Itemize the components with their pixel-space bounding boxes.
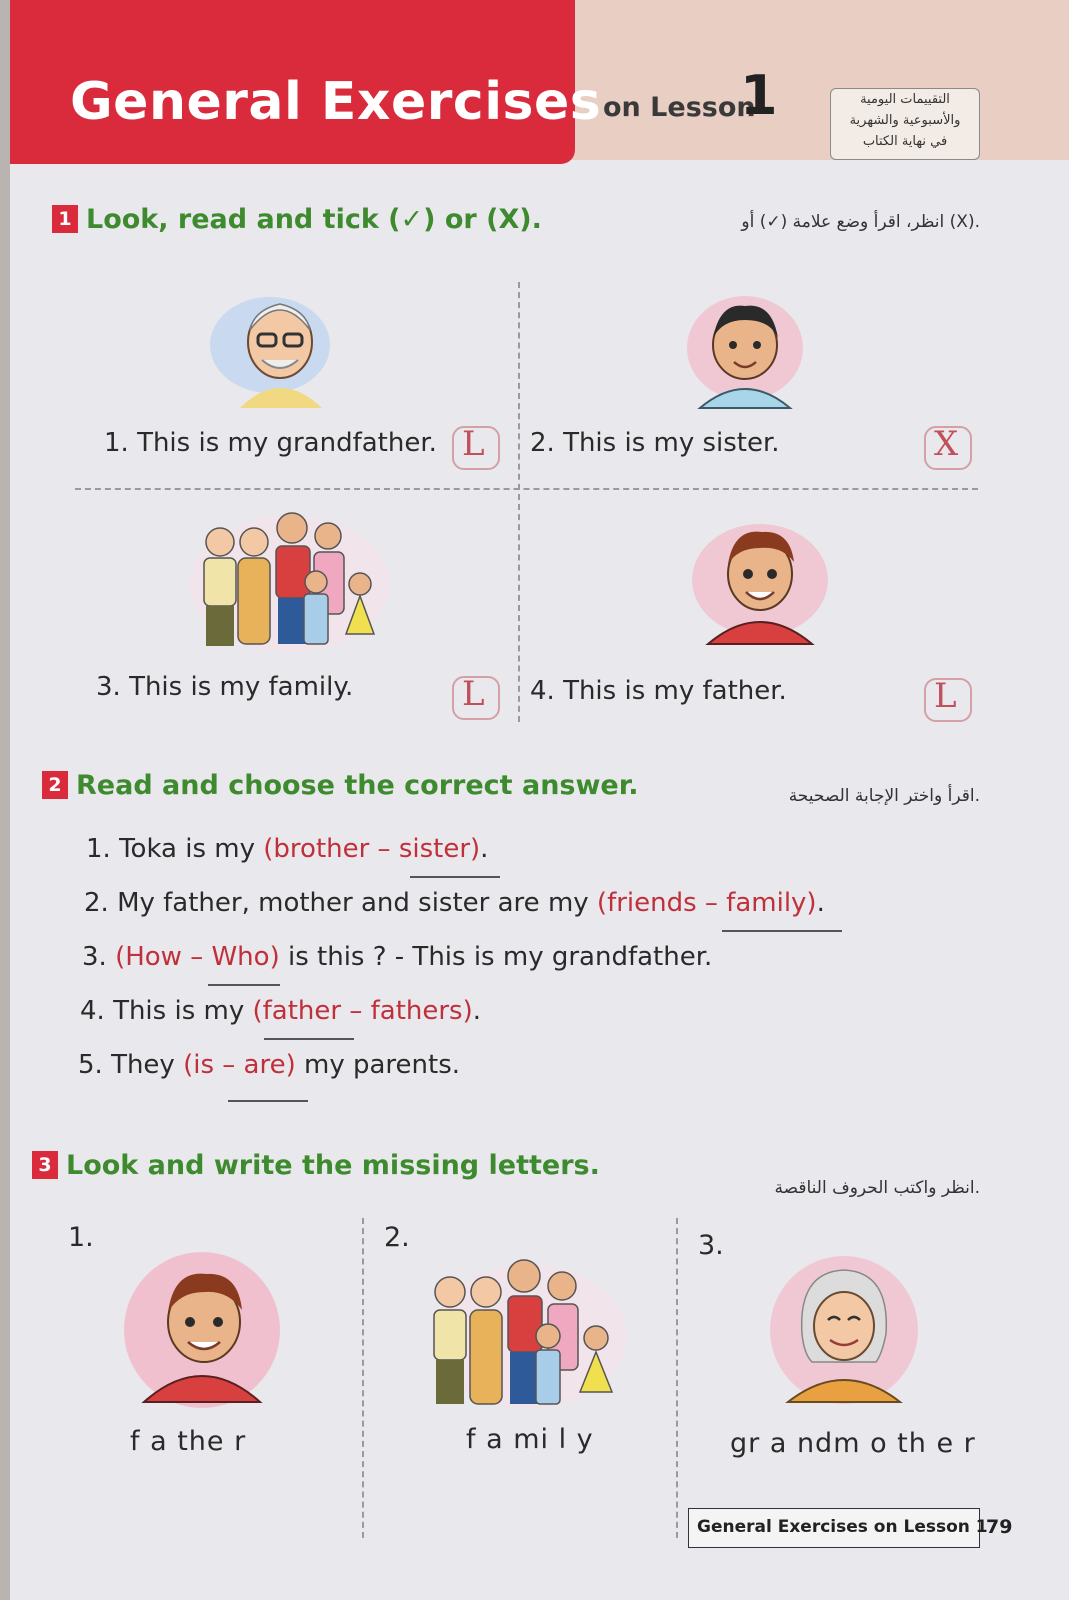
- family-illustration: [190, 506, 390, 656]
- section-3-number: 3: [32, 1151, 58, 1179]
- column-divider-2: [676, 1218, 678, 1538]
- question-3-end: is this ? - This is my grandfather.: [279, 942, 713, 972]
- question-2-stem: 2. My father, mother and sister are my: [84, 888, 597, 918]
- question-2-end: .: [816, 888, 825, 918]
- missing-word-1[interactable]: f a the r: [130, 1426, 247, 1457]
- question-5-stem: 5. They: [78, 1050, 184, 1080]
- question-5: [78, 1050, 460, 1080]
- book-spine-edge: [0, 0, 10, 1600]
- header-strip: [560, 0, 1069, 160]
- tick-mark-3: L: [462, 674, 485, 714]
- tick-mark-4: L: [934, 676, 957, 716]
- question-1: [86, 834, 488, 864]
- section-1-number: 1: [52, 205, 78, 233]
- section-2-number: 2: [42, 771, 68, 799]
- item-3-number: 3.: [698, 1230, 724, 1261]
- tick-item-2-text: 2. This is my sister.: [530, 428, 780, 458]
- section-3-title: Look and write the missing letters.: [66, 1150, 600, 1181]
- column-divider-1: [362, 1218, 364, 1538]
- section-2-ar-instruction: .اقرأ واختر الإجابة الصحيحة: [788, 786, 980, 806]
- grid-divider-vertical: [518, 282, 520, 722]
- section-1-title: Look, read and tick (✓) or (X).: [86, 204, 542, 235]
- tick-mark-1: L: [462, 424, 485, 464]
- question-3-stem: 3.: [82, 942, 116, 972]
- page-number: 79: [986, 1516, 1013, 1538]
- father-portrait: [122, 1250, 282, 1410]
- question-1-end: .: [480, 834, 489, 864]
- father-illustration: [690, 518, 830, 648]
- question-5-end: my parents.: [295, 1050, 461, 1080]
- section-2-heading: [42, 770, 638, 801]
- tick-item-4-text: 4. This is my father.: [530, 676, 787, 706]
- footer-box: [688, 1508, 988, 1548]
- item-2-number: 2.: [384, 1222, 410, 1253]
- tick-item-3-text: 3. This is my family.: [96, 672, 354, 702]
- item-1-number: 1.: [68, 1222, 94, 1253]
- missing-word-2[interactable]: f a mi l y: [466, 1424, 594, 1455]
- grandfather-illustration: [210, 290, 350, 410]
- section-1-heading: [52, 204, 542, 235]
- boy-illustration: [680, 290, 810, 410]
- question-4-stem: 4. This is my: [80, 996, 253, 1026]
- answer-underline-3: [208, 984, 280, 986]
- lesson-number: 1: [740, 64, 778, 127]
- question-4: [80, 996, 481, 1026]
- footer-label: General Exercises on Lesson 1: [697, 1517, 988, 1537]
- answer-underline-2: [722, 930, 842, 932]
- question-5-options[interactable]: (is – are): [183, 1050, 296, 1080]
- question-1-options[interactable]: (brother – sister): [263, 834, 481, 864]
- tick-mark-2: X: [934, 424, 959, 464]
- section-3-heading: [32, 1150, 600, 1181]
- answer-underline-1: [410, 876, 500, 878]
- assessments-note-box: [830, 88, 980, 160]
- grid-divider-horizontal: [75, 488, 978, 490]
- question-2: [84, 888, 825, 918]
- family-portrait: [420, 1256, 630, 1416]
- ar-line-1: التقييمات اليومية: [860, 92, 950, 107]
- ar-line-2: والأسبوعية والشهرية: [849, 113, 961, 128]
- tick-item-1-text: 1. This is my grandfather.: [104, 428, 437, 458]
- question-4-options[interactable]: (father – fathers): [252, 996, 473, 1026]
- grandmother-portrait: [764, 1254, 924, 1404]
- page-title: General Exercises: [70, 72, 602, 132]
- question-3: [82, 942, 712, 972]
- missing-word-3[interactable]: gr a ndm o th e r: [730, 1428, 976, 1459]
- ar-line-3: في نهاية الكتاب: [862, 134, 948, 149]
- answer-underline-5: [228, 1100, 308, 1102]
- section-2-title: Read and choose the correct answer.: [76, 770, 639, 801]
- question-1-stem: 1. Toka is my: [86, 834, 264, 864]
- answer-underline-4: [264, 1038, 354, 1040]
- question-4-end: .: [472, 996, 482, 1026]
- section-1-ar-instruction: .(X) انظر، اقرأ وضع علامة (✓) أو: [741, 212, 980, 232]
- question-2-options[interactable]: (friends – family): [596, 888, 817, 918]
- question-3-options[interactable]: (How – Who): [115, 942, 280, 972]
- section-3-ar-instruction: .انظر واكتب الحروف الناقصة: [774, 1178, 980, 1198]
- on-lesson-label: on Lesson: [603, 92, 756, 123]
